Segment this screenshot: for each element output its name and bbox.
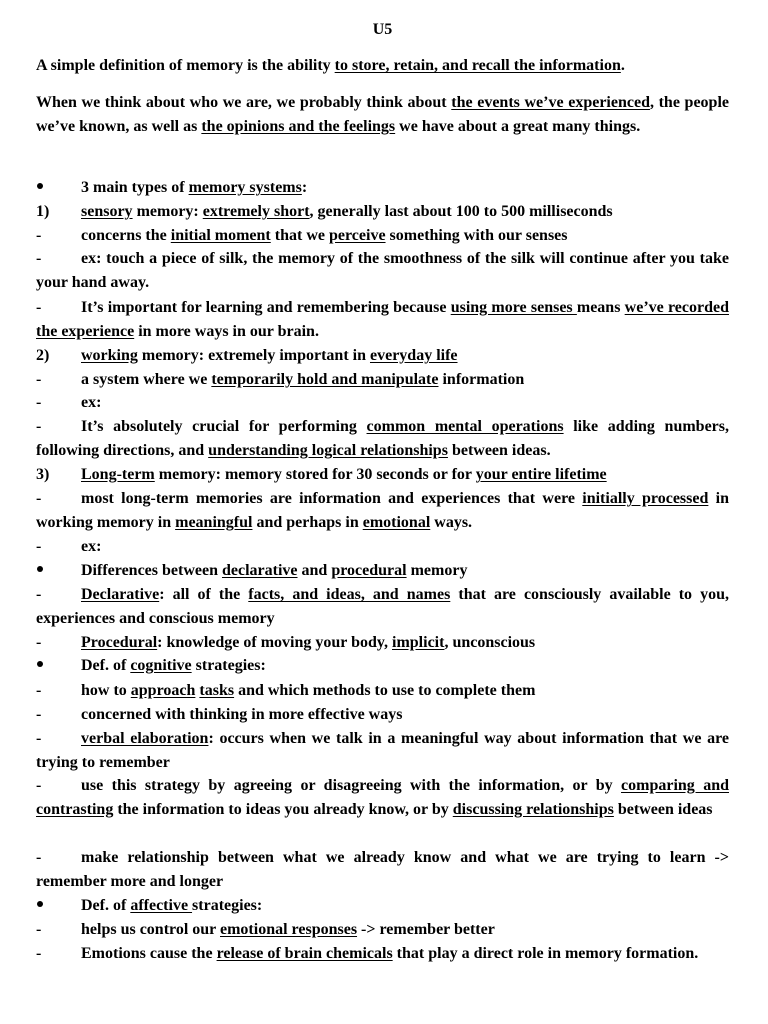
underlined-text: everyday life bbox=[369, 347, 458, 364]
underlined-text: to store, retain, and recall the information bbox=[334, 57, 621, 74]
dash-item bbox=[36, 774, 729, 822]
text-run: concerns the bbox=[81, 227, 171, 244]
underlined-text: emotional responses bbox=[220, 921, 358, 938]
underlined-text: memory systems bbox=[188, 179, 302, 196]
dash-marker: - bbox=[36, 634, 42, 651]
text-run: memory: extremely important in bbox=[137, 347, 370, 364]
text-run: a system where we bbox=[81, 371, 212, 388]
dash-marker: - bbox=[36, 706, 42, 723]
underlined-text: tasks bbox=[199, 682, 235, 699]
dash-marker: - bbox=[36, 682, 42, 699]
numbered-item-working bbox=[36, 344, 729, 368]
dash-item bbox=[36, 703, 729, 727]
text-run: strategies: bbox=[192, 897, 263, 914]
text-run: : all of the bbox=[159, 586, 249, 603]
bullet-marker bbox=[36, 176, 81, 200]
text-run: we have about a great many things. bbox=[395, 118, 641, 135]
text-run: memory bbox=[406, 562, 468, 579]
text-run: and perhaps in bbox=[252, 514, 363, 531]
text-run: the information to ideas you already know, or by bbox=[113, 801, 453, 818]
dash-item bbox=[36, 727, 729, 775]
underlined-text: verbal elaboration bbox=[81, 730, 209, 747]
underlined-text: common mental operations bbox=[366, 418, 564, 435]
text-run: helps us control our bbox=[81, 921, 220, 938]
dash-item bbox=[36, 942, 729, 966]
text-run: how to bbox=[81, 682, 131, 699]
text-run: : knowledge of moving your body, bbox=[157, 634, 392, 651]
numbered-item-sensory bbox=[36, 200, 729, 224]
page-title: U5 bbox=[372, 21, 393, 38]
bullet-dot-icon bbox=[37, 183, 43, 189]
dash-item bbox=[36, 368, 729, 392]
underlined-text: initially processed bbox=[582, 490, 709, 507]
underlined-text: Long-term bbox=[81, 466, 155, 483]
dash-marker: - bbox=[36, 250, 42, 267]
text-run: It’s important for learning and remembering because bbox=[81, 299, 451, 316]
text-run: : bbox=[301, 179, 308, 196]
bullet-item-cognitive bbox=[36, 654, 729, 678]
underlined-text: understanding logical relationships bbox=[208, 442, 448, 459]
dash-marker: - bbox=[36, 730, 42, 747]
dash-marker: - bbox=[36, 945, 42, 962]
dash-item bbox=[36, 846, 729, 894]
underlined-text: working bbox=[81, 347, 138, 364]
underlined-text: Procedural bbox=[81, 634, 158, 651]
bullet-item-memory-systems bbox=[36, 176, 729, 200]
text-run: make relationship between what we already know and what we are trying to learn -> remember more and longer bbox=[36, 849, 729, 890]
underlined-text: initial moment bbox=[170, 227, 271, 244]
number-marker: 2) bbox=[36, 347, 50, 364]
underlined-text: approach bbox=[130, 682, 196, 699]
dash-item bbox=[36, 391, 729, 415]
text-run: in more ways in our brain. bbox=[134, 323, 319, 340]
underlined-text: release of brain chemicals bbox=[216, 945, 393, 962]
dash-item bbox=[36, 679, 729, 703]
text-run: and which methods to use to complete them bbox=[234, 682, 536, 699]
text-run: means bbox=[576, 299, 625, 316]
number-marker: 3) bbox=[36, 466, 50, 483]
text-run: , the people we’ve known, as well as bbox=[36, 94, 729, 135]
dash-marker: - bbox=[36, 299, 42, 316]
dash-marker: - bbox=[36, 849, 42, 866]
text-run: most long-term memories are information and experiences that were bbox=[81, 490, 583, 507]
text-run: . bbox=[620, 57, 625, 74]
underlined-text: facts, and ideas, and names bbox=[248, 586, 451, 603]
underlined-text: meaningful bbox=[175, 514, 253, 531]
text-run: use this strategy by agreeing or disagreeing with the information, or by bbox=[81, 777, 622, 794]
bullet-dot-icon bbox=[37, 566, 43, 572]
dash-item bbox=[36, 296, 729, 344]
text-run: : occurs when we talk in a meaningful way about information that we are trying to remember bbox=[36, 730, 730, 771]
text-run: It’s absolutely crucial for performing bbox=[81, 418, 367, 435]
underlined-text: Declarative bbox=[81, 586, 160, 603]
underlined-text: your entire lifetime bbox=[475, 466, 607, 483]
text-run: in working memory in bbox=[36, 490, 729, 531]
text-run: , unconscious bbox=[444, 634, 536, 651]
dash-marker: - bbox=[36, 371, 42, 388]
underlined-text: emotional bbox=[362, 514, 431, 531]
text-run: something with our senses bbox=[385, 227, 568, 244]
text-run: ex: bbox=[81, 394, 102, 411]
text-run: ways. bbox=[430, 514, 473, 531]
dash-item bbox=[36, 224, 729, 248]
underlined-text: extremely short bbox=[202, 203, 310, 220]
text-run: Def. of bbox=[81, 897, 131, 914]
text-run: Differences between bbox=[81, 562, 222, 579]
text-run: A simple definition of memory is the ability bbox=[36, 57, 335, 74]
bullet-marker bbox=[36, 559, 81, 583]
dash-marker: - bbox=[36, 777, 42, 794]
underlined-text: we’ve recorded the experience bbox=[36, 299, 729, 340]
text-run: information bbox=[438, 371, 525, 388]
underlined-text: the events we’ve experienced bbox=[451, 94, 650, 111]
dash-item bbox=[36, 487, 729, 535]
text-run: concerned with thinking in more effective ways bbox=[81, 706, 403, 723]
text-run: Def. of bbox=[81, 657, 131, 674]
underlined-text: comparing and contrasting bbox=[36, 777, 729, 818]
dash-item bbox=[36, 415, 729, 463]
text-run: Emotions cause the bbox=[81, 945, 217, 962]
dash-item bbox=[36, 247, 729, 295]
dash-marker: - bbox=[36, 921, 42, 938]
dash-marker: - bbox=[36, 227, 42, 244]
text-run: strategies: bbox=[191, 657, 266, 674]
dash-marker: - bbox=[36, 418, 42, 435]
definition-paragraph bbox=[36, 54, 729, 78]
underlined-text: perceive bbox=[328, 227, 386, 244]
text-run: between ideas. bbox=[447, 442, 551, 459]
bullet-marker bbox=[36, 654, 81, 678]
bullet-item-declarative-procedural bbox=[36, 559, 729, 583]
dash-item bbox=[36, 631, 729, 655]
text-run: between ideas bbox=[613, 801, 713, 818]
underlined-text: using more senses bbox=[450, 299, 577, 316]
text-run: ex: bbox=[81, 538, 102, 555]
bullet-marker bbox=[36, 894, 81, 918]
numbered-item-long-term bbox=[36, 463, 729, 487]
text-run: -> remember better bbox=[357, 921, 495, 938]
text-run: When we think about who we are, we probably think about bbox=[36, 94, 452, 111]
text-run: that are consciously available to you, experiences and conscious memory bbox=[36, 586, 730, 627]
underlined-text: declarative bbox=[221, 562, 298, 579]
dash-item bbox=[36, 535, 729, 559]
text-run: 3 main types of bbox=[81, 179, 189, 196]
underlined-text: procedural bbox=[331, 562, 407, 579]
bullet-item-affective bbox=[36, 894, 729, 918]
underlined-text: temporarily hold and manipulate bbox=[211, 371, 439, 388]
intro-paragraph bbox=[36, 91, 729, 139]
dash-item bbox=[36, 583, 729, 631]
number-marker: 1) bbox=[36, 203, 50, 220]
underlined-text: cognitive bbox=[130, 657, 192, 674]
text-run: , generally last about 100 to 500 milliseconds bbox=[309, 203, 613, 220]
text-run: and bbox=[297, 562, 332, 579]
dash-marker: - bbox=[36, 538, 42, 555]
dash-marker: - bbox=[36, 394, 42, 411]
underlined-text: affective bbox=[130, 897, 193, 914]
dash-marker: - bbox=[36, 586, 42, 603]
bullet-dot-icon bbox=[37, 661, 43, 667]
text-run: ex: touch a piece of silk, the memory of the smoothness of the silk will continue after you take your hand away. bbox=[36, 250, 729, 291]
underlined-text: implicit bbox=[392, 634, 445, 651]
text-run: memory: bbox=[132, 203, 203, 220]
dash-item bbox=[36, 918, 729, 942]
text-run: that play a direct role in memory formation. bbox=[392, 945, 699, 962]
bullet-dot-icon bbox=[37, 901, 43, 907]
underlined-text: discussing relationships bbox=[452, 801, 614, 818]
text-run: memory: memory stored for 30 seconds or for bbox=[154, 466, 476, 483]
text-run: that we bbox=[270, 227, 329, 244]
underlined-text: sensory bbox=[81, 203, 133, 220]
underlined-text: the opinions and the feelings bbox=[201, 118, 396, 135]
text-run: like adding numbers, following directions, and bbox=[36, 418, 730, 459]
dash-marker: - bbox=[36, 490, 42, 507]
